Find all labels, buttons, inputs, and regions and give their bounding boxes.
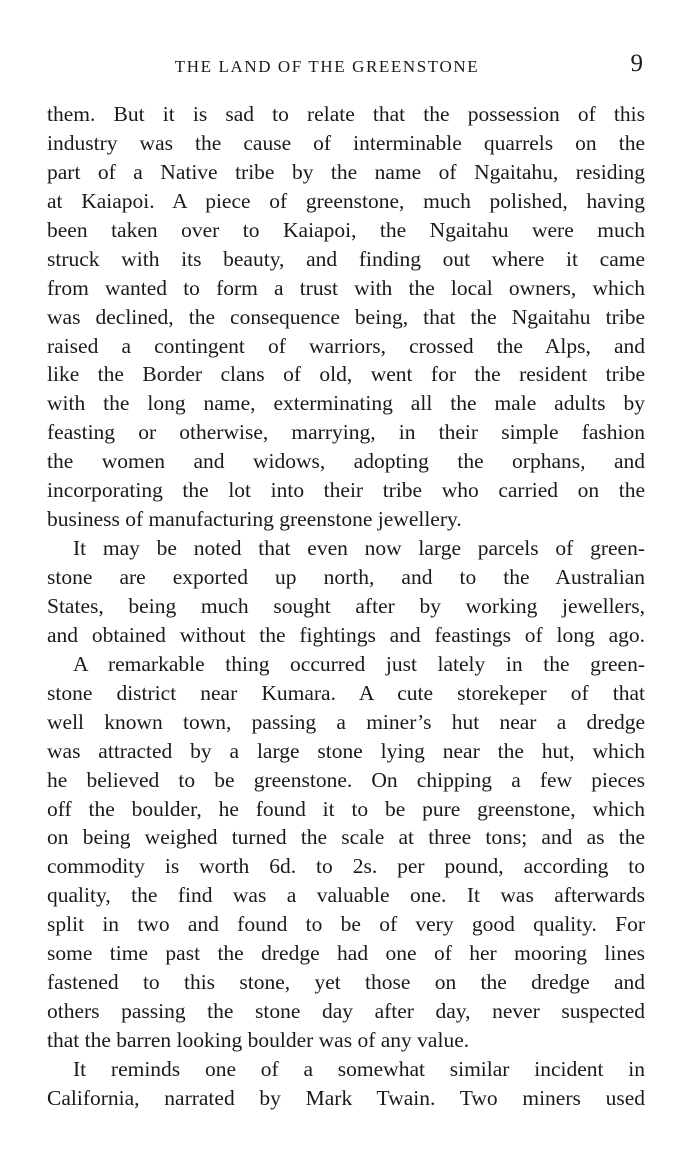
text-line: that the barren looking boulder was of any value. (47, 1028, 470, 1052)
text-line: at Kaiapoi. A piece of greenstone, much polished, having (47, 188, 645, 213)
text-line: stone district near Kumara. A cute storekeper of that (47, 680, 645, 705)
text-line: commodity is worth 6d. to 2s. per pound, according to (47, 854, 645, 879)
text-line: quality, the find was a valuable one. It was afterwards (47, 883, 645, 908)
paragraph (47, 100, 647, 534)
text-line: stone are exported up north, and to the Australian (47, 565, 645, 589)
text-line: off the boulder, he found it to be pure greenstone, which (47, 796, 645, 821)
text-line: A remarkable thing occurred just lately in the green- (73, 651, 645, 676)
page-number: 9 (630, 50, 643, 77)
text-line: from wanted to form a trust with the local owners, which (47, 275, 645, 300)
text-line: them. But it is sad to relate that the possession of this (47, 102, 645, 126)
text-line: It reminds one of a somewhat similar incident in (73, 1056, 645, 1081)
text-line: and obtained without the fightings and feastings of long ago. (47, 622, 645, 647)
page-header (47, 0, 647, 86)
paragraph (47, 650, 647, 1055)
paragraph (47, 1055, 647, 1113)
text-line: with the long name, exterminating all the male adults by (47, 391, 645, 416)
text-line: was attracted by a large stone lying near the hut, which (47, 738, 645, 763)
text-line: incorporating the lot into their tribe who carried on the (47, 478, 645, 503)
text-line: States, being much sought after by working jewellers, (47, 593, 645, 618)
text-line: split in two and found to be of very good quality. For (47, 912, 645, 937)
text-line: It may be noted that even now large parcels of green- (73, 536, 645, 561)
book-page (47, 0, 647, 1110)
text-line: was declined, the consequence being, that the Ngaitahu tribe (47, 304, 645, 329)
text-line: part of a Native tribe by the name of Ngaitahu, residing (47, 159, 645, 184)
body-text (47, 100, 647, 1113)
text-line: some time past the dredge had one of her mooring lines (47, 941, 645, 966)
text-line: been taken over to Kaiapoi, the Ngaitahu were much (47, 217, 645, 242)
text-line: feasting or otherwise, marrying, in their simple fashion (47, 420, 645, 445)
paragraph (47, 534, 647, 650)
text-line: the women and widows, adopting the orphans, and (47, 449, 645, 474)
text-line: others passing the stone day after day, never suspected (47, 999, 645, 1024)
running-title: THE LAND OF THE GREENSTONE (174, 57, 480, 76)
text-line: struck with its beauty, and finding out where it came (47, 246, 645, 271)
text-line: business of manufacturing greenstone jewellery. (47, 507, 462, 532)
text-line: he believed to be greenstone. On chipping a few pieces (47, 767, 645, 792)
text-line: raised a contingent of warriors, crossed the Alps, and (47, 333, 645, 358)
text-line: industry was the cause of interminable quarrels on the (47, 130, 645, 155)
text-line: California, narrated by Mark Twain. Two miners used (47, 1085, 645, 1110)
text-line: well known town, passing a miner’s hut near a dredge (47, 709, 645, 734)
text-line: fastened to this stone, yet those on the dredge and (47, 970, 645, 995)
text-line: like the Border clans of old, went for the resident tribe (47, 362, 645, 387)
text-line: on being weighed turned the scale at three tons; and as the (47, 825, 645, 850)
